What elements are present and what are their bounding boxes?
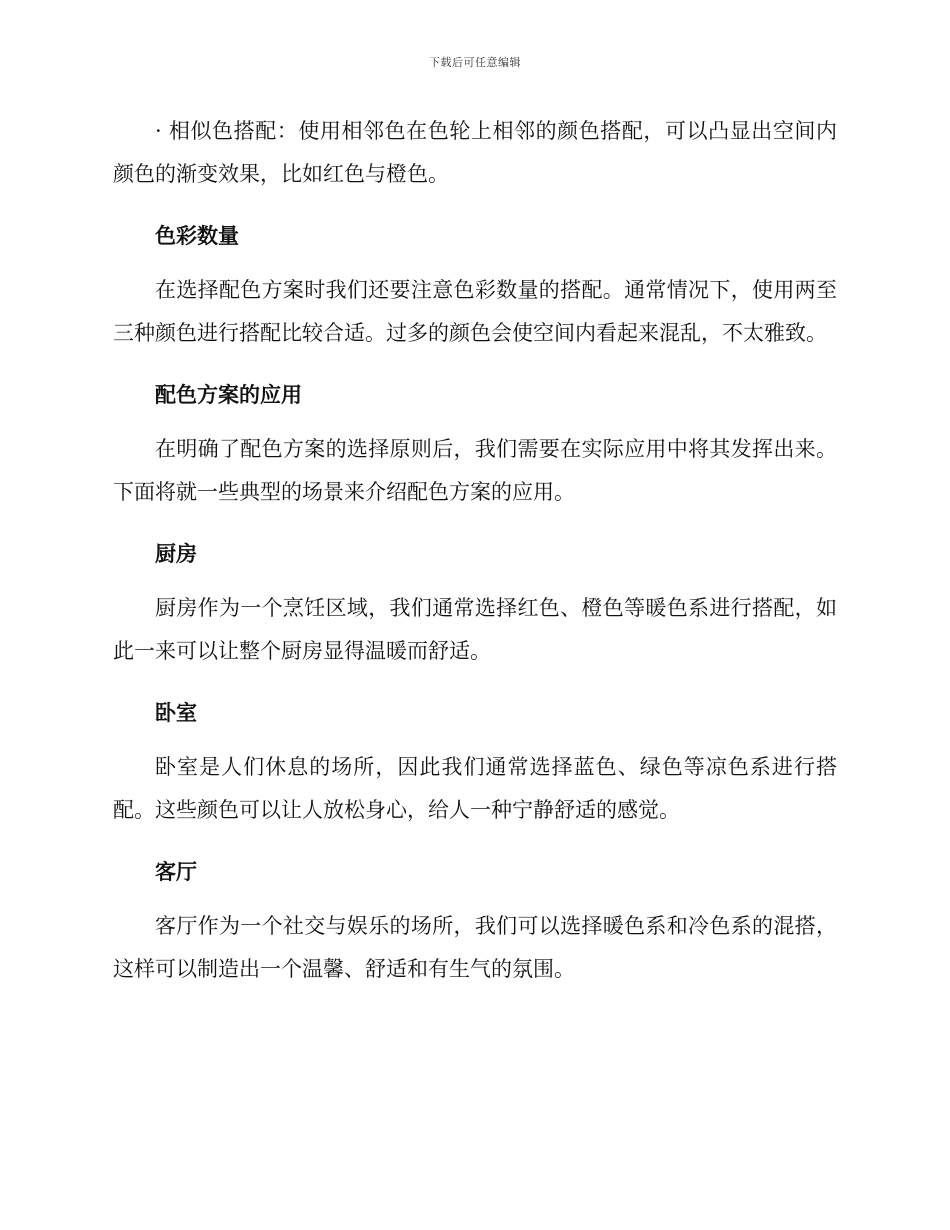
- heading-kitchen: 厨房: [155, 542, 197, 566]
- heading-living-room: 客厅: [155, 860, 197, 884]
- heading-application: 配色方案的应用: [155, 383, 302, 407]
- page-header-note: 下载后可任意编辑: [429, 56, 521, 69]
- paragraph-application: 在明确了配色方案的选择原则后，我们需要在实际应用中将其发挥出来。下面将就一些典型的场景来介绍配色方案的应用。: [113, 437, 837, 504]
- document-body: [113, 110, 837, 1011]
- heading-color-count: 色彩数量: [155, 224, 239, 248]
- paragraph-bedroom: 卧室是人们休息的场所，因此我们通常选择蓝色、绿色等凉色系进行搭配。这些颜色可以让人放松身心，给人一种宁静舒适的感觉。: [113, 755, 837, 822]
- paragraph-kitchen: 厨房作为一个烹饪区域，我们通常选择红色、橙色等暖色系进行搭配，如此一来可以让整个厨房显得温暖而舒适。: [113, 596, 837, 663]
- paragraph-living-room: 客厅作为一个社交与娱乐的场所，我们可以选择暖色系和冷色系的混搭，这样可以制造出一个温馨、舒适和有生气的氛围。: [113, 914, 837, 981]
- heading-bedroom: 卧室: [155, 701, 197, 725]
- paragraph-color-count: 在选择配色方案时我们还要注意色彩数量的搭配。通常情况下，使用两至三种颜色进行搭配比较合适。过多的颜色会使空间内看起来混乱，不太雅致。: [113, 278, 837, 345]
- paragraph-similar-colors: · 相似色搭配：使用相邻色在色轮上相邻的颜色搭配，可以凸显出空间内颜色的渐变效果，比如红色与橙色。: [113, 119, 837, 186]
